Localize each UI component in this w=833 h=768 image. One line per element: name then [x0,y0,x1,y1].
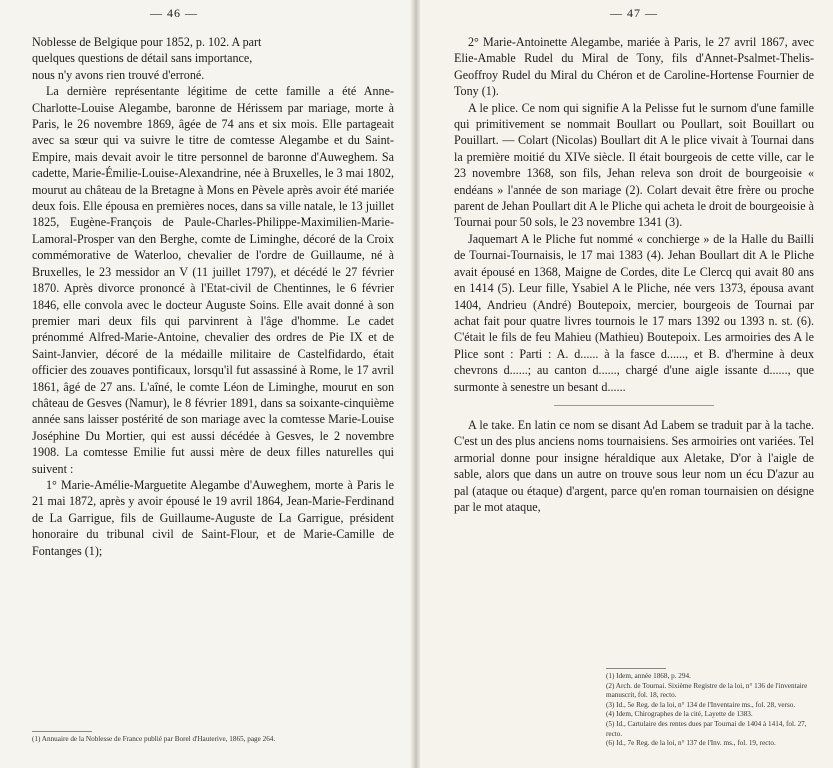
right-page [420,0,833,768]
page-number: — 46 — [150,6,198,20]
left-page [0,0,412,768]
footnote-1: (1) Annuaire de la Noblesse de France publié par Borel d'Hauterive, 1865, page 264. [32,735,276,743]
section-break [454,395,814,417]
right-body [454,34,814,515]
continuation-line-3: nous n'y avons rien trouvé d'erroné. [32,67,205,82]
paragraph-alegambe-family: La dernière représentante légitime de cette famille a été Anne-Charlotte-Louise Alegambe, baronne de Hérissem par mariage, morte à Paris, le 26 novembre 1869, âgée de 74 ans et six mois. Elle partageait avec sa sœur qui va suivre le titre de comtesse Alegambe et du Saint-Empire, mais devait avoir le titre personnel de baronne d'Auweghem. Sa cadette, Marie-Émilie-Louise-Alexandrine, née à Bruxelles, le 3 mai 1802, mourut au château de la Bretagne à Mons en Pèvele après avoir été mariée deux fois. Elle épousa en premières noces, dans sa ville natale, le 13 juillet 1825, Eugène-François de Paule-Charles-Philippe-Maximilien-Marie-Lamoral-Prosper van den Berghe, comte de Liminghe, décoré de la Croix commémorative de Waterloo, chevalier de l'ordre de Guillaume, né à Bruxelles, le 23 messidor an V (11 juillet 1797), et décédé le 27 février 1870. Après divorce prononcé à l'Etat-civil de Chentinnes, le 6 février 1846, elle convola avec le docteur Auguste Soins. Elle avait donné à son premier mari deux fils qui parvinrent à l'âge d'homme. Le cadet prénommé Alfred-Marie-Antoine, chevalier des ordres de Pie IX et de Saint-Janvier, décoré de la médaille militaire de Castelfidardo, était officier des zouaves pontificaux, lorsqu'il fut assassiné à Rome, le 17 avril 1861, âgé de 27 ans. L'aîné, le comte Léon de Liminghe, mourut en son château de Gesves (Namur), le 8 février 1891, dans sa soixante-cinquième année sans laisser postérité de son mariage avec la comtesse Marie-Louise Joséphine Du Mortier, qui est aussi décédée à Gesves, le 2 novembre 1908. La comtesse Emilie fut aussi mère de deux filles naturelles qui suivent : [32,84,395,476]
paragraph-a-le-plice: A le plice. Ce nom qui signifie A la Pelisse fut le surnom d'une famille qui primitivement se nommait Boullart ou Poullart, soit Bouillart ou Pouillart. — Colart (Nicolas) Boullart dit A le plice vivait à Tournai dans la première moitié du XIVe siècle. Il était bourgeois de cette ville, car le 23 novembre 1368, son fils, Jehan releva son droit de bourgeoisie « endéans » l'année de son mariage (2). Colart devait être frère ou proche parent de Jehan Poullart dit A le Pliche qui acheta le droit de bourgeoisie à Tournai pour 50 sols, le 23 novembre 1341 (3). [454,100,814,230]
left-footnotes [32,735,394,745]
paragraph-jaquemart: Jaquemart A le Pliche fut nommé « conchierge » de la Halle du Bailli de Tournai-Tournaisis, le 17 mai 1383 (4). Jehan Boullart dit A le Pliche avait épousé en 1368, Maigne de Cordes, dite Le Clercq qui avait 80 ans en 1414 (5). Leur fille, Ysabiel A le Pliche, née vers 1373, épousa avant 1404, Andrieu (André) Boutepoix, mercier, bourgeois de Tournai par achat fait pour quatre livres tournois le 17 mars 1392 ou 1393 n. st. (6). C'était le fils de feu Mahieu (Mathieu) Boutepoix. Les armoiries des A le Plice sont : Parti : A. d...... à la fasce d......, et B. d'hermine à deux chevrons d......; au canton d......, chargé d'une aigle issante d......, que surmonte à senestre un besant d...... [454,231,814,394]
page-number: — 47 — [610,6,658,20]
footnote-1: (1) Idem, année 1868, p. 294. [606,672,691,680]
continuation-line-2: quelques questions de détail sans importance, [32,51,253,66]
footnote-2: (2) Arch. de Tournai. Sixième Registre de la loi, n° 136 de l'inventaire manuscrit, fol. 18, recto. [606,681,808,700]
footnote-3: (3) Id., 5e Reg. de la loi, n° 134 de l'Inventaire ms., fol. 28, verso. [606,700,796,709]
paragraph-daughter-2: 2° Marie-Antoinette Alegambe, mariée à Paris, le 27 avril 1867, avec Elie-Amable Rudel du Miral de Tony, fils d'Annet-Psalmet-Thelis-Geoffroy Rudel du Miral du Chéron et de Caroline-Hortense Fournier de Tony (1). [454,35,814,99]
paragraph-daughter-1: 1° Marie-Amélie-Marguetite Alegambe d'Auweghem, morte à Paris le 21 mai 1872, après y avoir épousé le 19 avril 1864, Jean-Marie-Ferdinand de La Garrigue, fils de Guillaume-Auguste de La Garrigue, président honoraire du tribunal civil de Saint-Flour, et de Marie-Camille de Fontanges (1); [32,477,394,558]
left-body [32,34,394,559]
footnote-4: (4) Idem, Chirographes de la cité, Layette de 1383. [606,710,753,719]
footnote-rule [32,731,92,732]
continuation-line-1: Noblesse de Belgique pour 1852, p. 102. A part [32,35,262,49]
footnote-6: (6) Id., 7e Reg. de la loi, n° 137 de l'Inv. ms., fol. 19, recto. [606,739,776,748]
footnote-5: (5) Id., Cartulaire des rentes dues par Tournai de 1404 à 1414, fol. 27, recto. [606,719,807,738]
footnote-rule [606,668,666,669]
paragraph-a-le-take: A le take. En latin ce nom se disant Ad Labem se traduit par à la tache. C'est un des plus anciens noms tournaisiens. Ses armoiries ont variées. Tel armorial donne pour insigne héraldique aux Aletake, D'or à l'aigle de sable, alors que dans un autre on trouve sous leur nom un écu D'azur au pal (ataque ou étaque) d'argent, parce qu'en roman tournaisien on désigne par le mot ataque, [454,417,814,514]
right-footnotes [606,672,816,749]
